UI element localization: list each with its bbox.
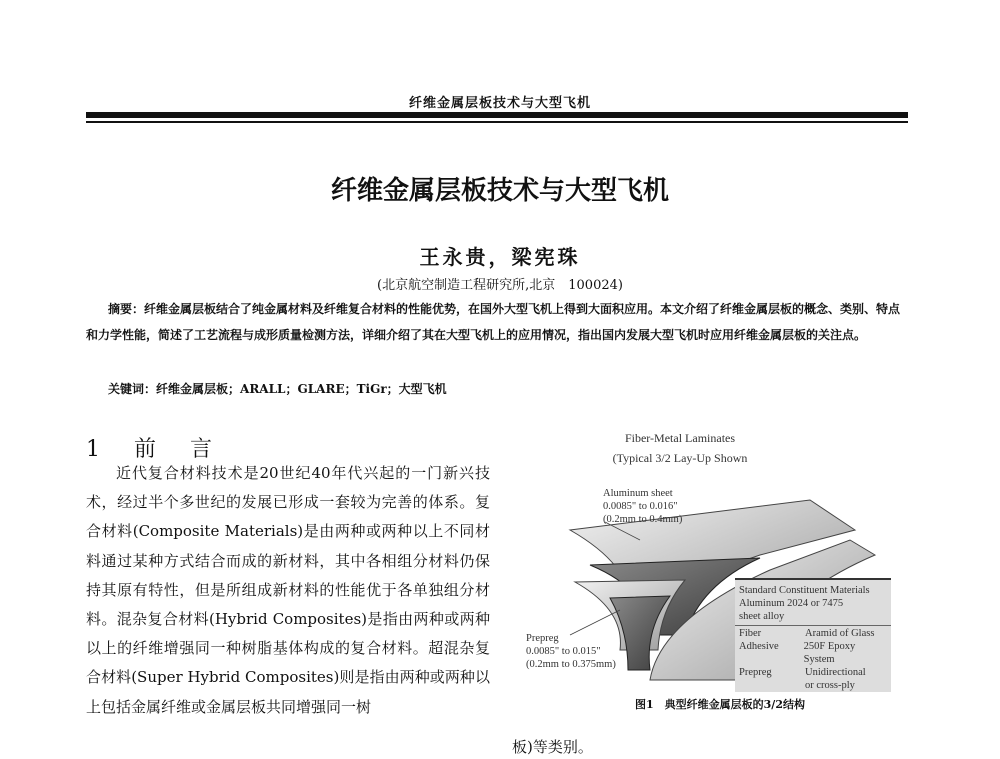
materials-row [739, 640, 887, 666]
article-title: 纤维金属层板技术与大型飞机 [330, 176, 669, 206]
body-paragraph: 近代复合材料技术是20世纪40年代兴起的一门新兴技术，经过半个多世纪的发展已形成一套较为完善的体系。复合材料(Composite Materials)是由两种或两种以上不同材料通过某种方式结合而成的新材料，其中各相组分材料仍保持其原有特性，但是所组成新材料的性能优于各单独组分材料。混杂复合材料(Hybrid Composites)是指由两种或两种以上的纤维增强同一种树脂基体构成的复合材料。超混杂复合材料(Super Hybrid Composites)则是指由两种或两种以上包括金属纤维或金属层板共同增强同一树 [86, 464, 490, 716]
materials-sheet: sheet alloy [735, 610, 891, 626]
article-affiliation: (北京航空制造工程研究所,北京 100024) [377, 278, 623, 293]
prepreg-label-range-mm: (0.2mm to 0.375mm) [526, 659, 616, 670]
materials-row-value: or cross-ply [805, 680, 855, 691]
materials-alloy: Aluminum 2024 or 7475 [739, 598, 844, 609]
materials-row [739, 627, 887, 640]
materials-row-key: Fiber [739, 628, 762, 639]
header-rule-thin [86, 121, 908, 123]
abstract-label: 摘要： [108, 302, 145, 316]
abstract-text: 纤维金属层板结合了纯金属材料及纤维复合材料的性能优势，在国外大型飞机上得到大面积应用。本文介绍了纤维金属层板的概念、类别、特点和力学性能，简述了工艺流程与成形质量检测方法，详细介绍了其在大型飞机上的应用情况，指出国内发展大型飞机时应用纤维金属层板的关注点。 [86, 302, 901, 342]
figure-title-line1: Fiber-Metal Laminates [624, 431, 736, 445]
keywords-text: 纤维金属层板；ARALL；GLARE；TiGr；大型飞机 [156, 382, 447, 396]
aluminum-label-name: Aluminum sheet [603, 488, 673, 499]
figure-title-line2: (Typical 3/2 Lay-Up Shown [612, 451, 748, 465]
materials-row-value: Unidirectional [805, 667, 866, 678]
materials-title: Standard Constituent Materials [739, 585, 870, 596]
keywords [108, 380, 908, 397]
prepreg-label-name: Prepreg [526, 633, 559, 644]
figure-title [560, 428, 800, 468]
materials-row-key: Adhesive [739, 641, 779, 652]
materials-row-value: Aramid of Glass [805, 628, 875, 639]
materials-box [735, 578, 891, 692]
materials-row [739, 679, 887, 692]
prepreg-label-range-in: 0.0085" to 0.015" [526, 646, 601, 657]
materials-row-key: Prepreg [739, 667, 772, 678]
aluminum-label-range-mm: (0.2mm to 0.4mm) [603, 514, 683, 525]
abstract [86, 296, 908, 348]
materials-row [739, 666, 887, 679]
keywords-label: 关键词： [108, 382, 157, 396]
materials-table [735, 626, 891, 693]
prepreg-label [526, 632, 616, 671]
materials-row-value: 250F Epoxy System [803, 641, 856, 665]
header-rule-thick [86, 112, 908, 118]
article-authors: 王永贵，梁宪珠 [419, 245, 581, 269]
section-heading: 1 前 言 [86, 437, 218, 462]
running-head: 纤维金属层板技术与大型飞机 [408, 96, 591, 111]
aluminum-label-range-in: 0.0085" to 0.016" [603, 501, 678, 512]
figure-caption: 图1 典型纤维金属层板的3/2结构 [635, 698, 805, 711]
materials-row-key [739, 679, 805, 692]
aluminum-label [603, 487, 682, 526]
right-column-continuation: 板)等类别。 [512, 738, 593, 756]
